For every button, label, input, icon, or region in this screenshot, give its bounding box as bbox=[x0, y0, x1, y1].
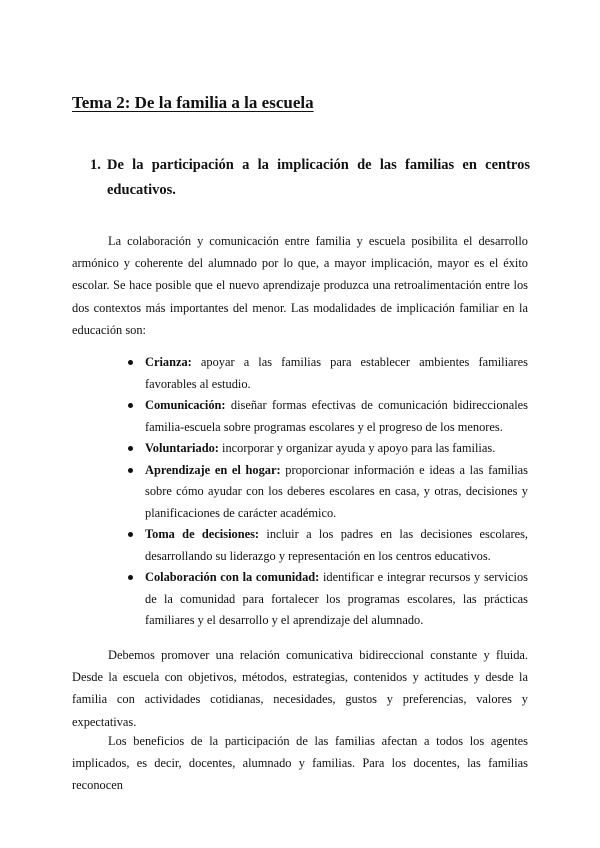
list-item-text: proporcionar información e ideas a las familias sobre cómo ayudar con los deberes escolares en casa, y otras, decisiones y planificaciones de carácter académico. bbox=[145, 462, 528, 520]
section-heading-text: De la participación a la implicación de las familias en centros educativos. bbox=[107, 157, 530, 198]
list-item bbox=[126, 524, 528, 567]
bullet-icon bbox=[128, 403, 133, 408]
list-item-text: incorporar y organizar ayuda y apoyo para las familias. bbox=[218, 441, 496, 455]
bullet-icon bbox=[128, 446, 133, 451]
paragraph-text: Debemos promover una relación comunicativa bidireccional constante y fluida. Desde la escuela con objetivos, métodos, estrategias, contenidos y actitudes y desde la familia con actividades cotidianas, necesidades, gustos y preferencias, valores y expectativas. bbox=[72, 648, 528, 729]
intro-paragraph bbox=[72, 230, 528, 341]
document-title: Tema 2: De la familia a la escuela bbox=[72, 93, 314, 112]
list-item-text: diseñar formas efectivas de comunicación bidireccionales familia-escuela sobre programas escolares y el progreso de los menores. bbox=[145, 398, 528, 434]
bullet-icon bbox=[128, 575, 133, 580]
intro-text: La colaboración y comunicación entre familia y escuela posibilita el desarrollo armónico y coherente del alumnado por lo que, a mayor implicación, mayor es el éxito escolar. Se hace posible que el nuevo aprendizaje produzca una retroalimentación entre los dos contextos más importantes del menor. Las modalidades de implicación familiar en la educación son: bbox=[72, 234, 528, 337]
list-item bbox=[126, 438, 528, 460]
bullet-icon bbox=[128, 532, 133, 537]
list-item-text: apoyar a las familias para establecer ambientes familiares favorables al estudio. bbox=[145, 355, 528, 391]
list-item-term: Crianza: bbox=[145, 355, 192, 369]
section-number: 1. bbox=[90, 157, 101, 173]
list-item-term: Aprendizaje en el hogar: bbox=[145, 462, 281, 477]
section-heading bbox=[90, 153, 530, 203]
list-item-term: Colaboración con la comunidad: bbox=[145, 570, 320, 584]
bullet-icon bbox=[128, 468, 133, 473]
list-item-term: Comunicación: bbox=[145, 398, 226, 412]
list-item-term: Voluntariado: bbox=[145, 441, 219, 455]
list-item bbox=[126, 460, 528, 525]
paragraph-text: Los beneficios de la participación de las familias afectan a todos los agentes implicados, es decir, docentes, alumnado y familias. Para los docentes, las familias reconocen bbox=[72, 734, 528, 793]
body-paragraph bbox=[72, 730, 528, 797]
list-item-term: Toma de decisiones: bbox=[145, 527, 260, 541]
list-item-text: identificar e integrar recursos y servicios de la comunidad para fortalecer los programas escolares, las prácticas familiares y el desarrollo y el aprendizaje del alumnado. bbox=[145, 570, 528, 627]
body-paragraph bbox=[72, 644, 528, 733]
modalities-list bbox=[126, 352, 528, 632]
list-item-text: incluir a los padres en las decisiones escolares, desarrollando su liderazgo y representación en los centros educativos. bbox=[145, 527, 528, 563]
list-item bbox=[126, 352, 528, 395]
bullet-icon bbox=[128, 360, 133, 365]
list-item bbox=[126, 567, 528, 632]
list-item bbox=[126, 395, 528, 438]
